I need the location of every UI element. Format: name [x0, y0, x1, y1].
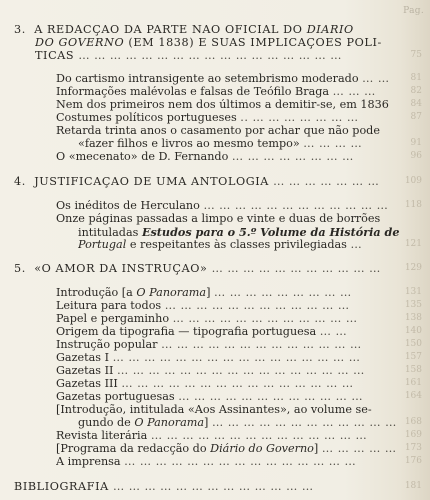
toc-entry-line-1: [Introdução, intitulada «Aos Assinantes», ao volume se-	[56, 404, 372, 416]
toc-entry-page: 87	[410, 112, 422, 122]
toc-entry: Papel e pergaminho … … … … … … … … … … … …	[56, 313, 358, 325]
toc-entry-page: 173	[404, 443, 422, 453]
toc-entry: Revista literária … … … … … … … … … … … … … …	[56, 430, 368, 442]
section-4-title: 4. JUSTIFICAÇÃO DE UMA ANTOLOGIA … … … … … … …	[14, 176, 380, 188]
section-3-title-line-3: TICAS … … … … … … … … … … … … … … … … …	[35, 50, 342, 62]
toc-entry-page: 157	[404, 352, 422, 362]
toc-entry-line-2: intituladas Estudos para o 5.º Volume da História de	[78, 226, 400, 239]
toc-entry: O «mecenato» de D. Fernando … … … … … … … …	[56, 151, 354, 163]
toc-entry-page: 140	[404, 326, 422, 336]
toc-entry: Informações malévolas e falsas de Teófilo Braga … … …	[56, 86, 376, 98]
toc-entry-page: 82	[410, 86, 422, 96]
section-3-title-line-1: 3. A REDACÇÃO DA PARTE NÃO OFICIAL DO DIARIO	[14, 24, 354, 36]
toc-entry-page: 161	[404, 378, 422, 388]
toc-entry-page: 158	[404, 365, 422, 375]
section-4-page: 109	[404, 176, 422, 186]
section-4-number: 4.	[14, 176, 26, 188]
toc-entry: Instrução popular … … … … … … … … … … … … …	[56, 339, 362, 351]
toc-entry: Gazetas I … … … … … … … … … … … … … … … …	[56, 352, 361, 364]
section-5-title: 5. «O AMOR DA INSTRUÇÃO» … … … … … … … … … … …	[14, 263, 381, 275]
toc-entry: A imprensa … … … … … … … … … … … … … … …	[56, 456, 357, 468]
toc-entry-page: 135	[404, 300, 422, 310]
page-column-header: Pag.	[403, 6, 424, 16]
toc-entry-line-2: gundo de O Panorama] … … … … … … … … … … … …	[78, 417, 397, 429]
toc-entry-page: 121	[404, 239, 422, 249]
toc-entry: Gazetas II … … … … … … … … … … … … … … … …	[56, 365, 365, 377]
section-3-number: 3.	[14, 24, 26, 36]
toc-entry-page: 164	[404, 391, 422, 401]
section-5-page: 129	[404, 263, 422, 273]
toc-entry-line-1: Onze páginas passadas a limpo e vinte e duas de borrões	[56, 213, 381, 225]
section-3-page: 75	[410, 50, 422, 60]
toc-entry-page: 81	[410, 73, 422, 83]
bibliography-page: 181	[404, 481, 422, 491]
toc-entry-page: 176	[404, 456, 422, 466]
toc-entry-page: 96	[410, 151, 422, 161]
toc-entry-page: 150	[404, 339, 422, 349]
toc-entry: Leitura para todos … … … … … … … … … … … …	[56, 300, 350, 312]
toc-entry: Nem dos primeiros nem dos últimos a demitir-se, em 1836	[56, 99, 389, 111]
toc-entry: Costumes políticos portugueses .. … … … … … … …	[56, 112, 359, 124]
toc-entry-line-3: Portugal e respeitantes às classes privilegiadas …	[78, 239, 363, 251]
toc-entry-line-1: Retarda trinta anos o casamento por achar que não pode	[56, 125, 380, 137]
toc-entry: [Programa da redacção do Diário do Governo] … … … … …	[56, 443, 397, 455]
toc-entry: Origem da tipografia — tipografia portuguesa … …	[56, 326, 348, 338]
toc-entry-page: 168	[404, 417, 422, 427]
toc-entry-page: 131	[404, 287, 422, 297]
toc-entry: Gazetas III … … … … … … … … … … … … … … …	[56, 378, 354, 390]
section-3-title-line-2: DO GOVERNO (EM 1838) E SUAS IMPLICAÇÕES POLÍ-	[35, 37, 382, 49]
toc-entry: Introdução [a O Panorama] … … … … … … … … …	[56, 287, 352, 299]
toc-entry: Gazetas portuguesas … … … … … … … … … … … …	[56, 391, 364, 403]
bibliography-title: BIBLIOGRAFIA … … … … … … … … … … … … …	[14, 481, 314, 493]
toc-entry-page: 169	[404, 430, 422, 440]
toc-entry-page: 138	[404, 313, 422, 323]
toc-entry-page: 118	[404, 200, 422, 210]
toc-entry: Os inéditos de Herculano … … … … … … … … … … … …	[56, 200, 389, 212]
section-5-number: 5.	[14, 263, 26, 275]
toc-entry-page: 84	[410, 99, 422, 109]
toc-entry-page: 91	[410, 138, 422, 148]
toc-entry-line-2: «fazer filhos e livros ao mesmo tempo» … … … …	[78, 138, 363, 150]
toc-entry: Do cartismo intransigente ao setembrismo moderado … …	[56, 73, 390, 85]
